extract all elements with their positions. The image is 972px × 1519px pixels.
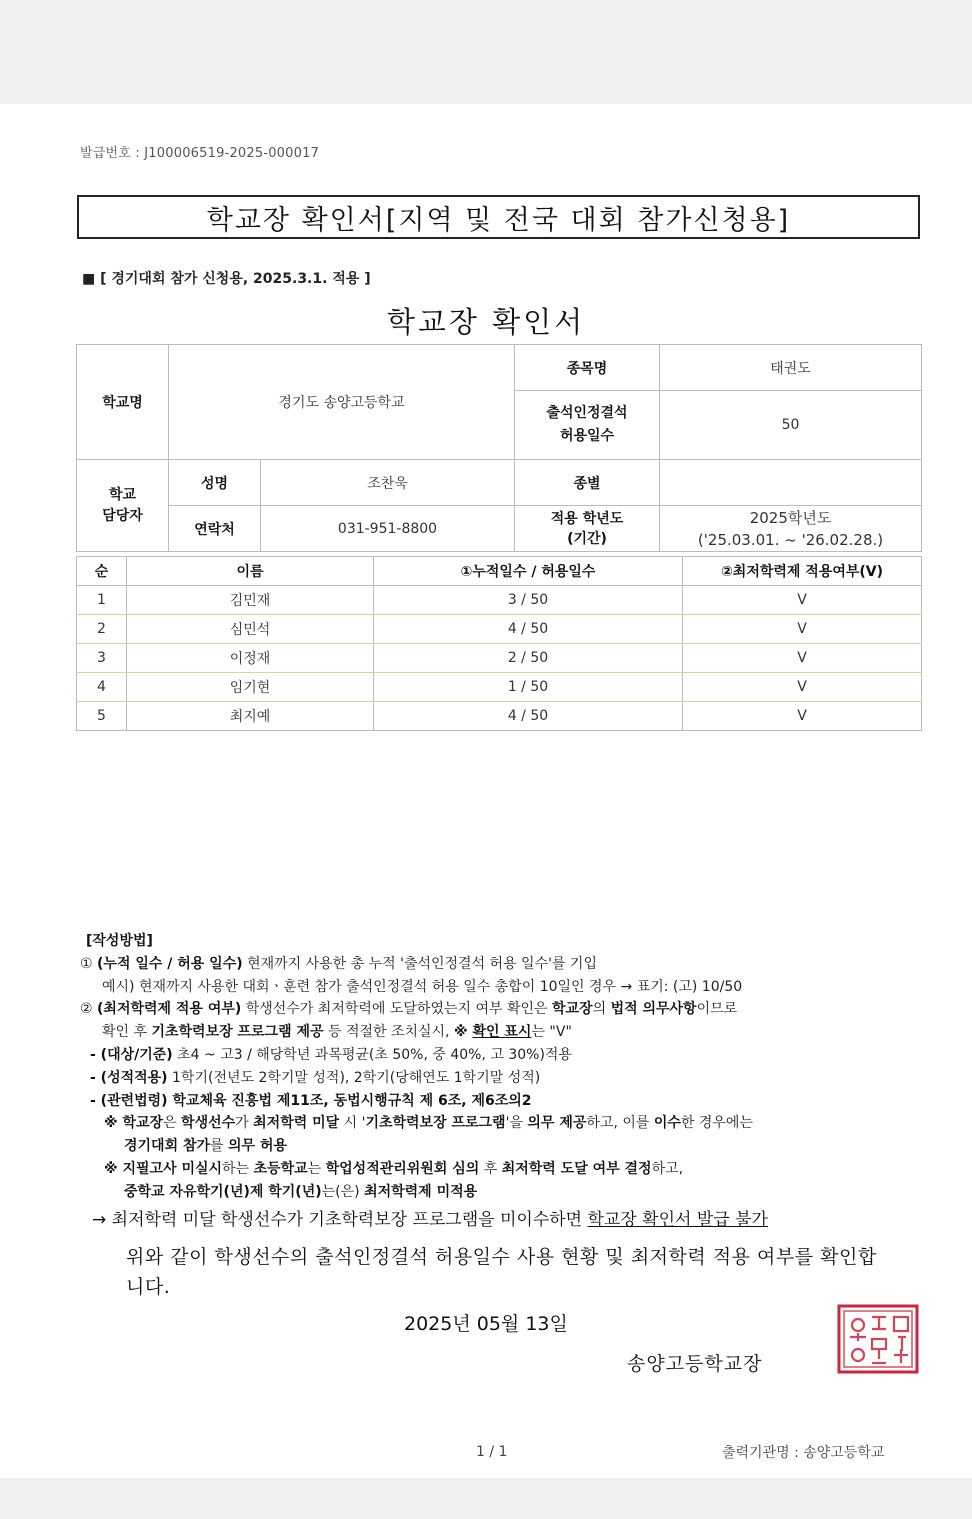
- official-seal-stamp: [836, 1303, 920, 1375]
- instructions-heading: [작성방법]: [86, 933, 153, 949]
- main-title: 학교장 확인서[지역 및 전국 대회 참가신청용]: [206, 204, 791, 236]
- warning-line: → 최저학력 미달 학생선수가 기초학력보장 프로그램을 미이수하면 학교장 확인서 발급 불가: [92, 1210, 768, 1230]
- manager-label: [77, 460, 169, 552]
- row-check: V: [683, 586, 922, 615]
- year-label-line1: 적용 학년도: [550, 510, 624, 527]
- year-label-line2: (기간): [567, 530, 607, 547]
- row-days: 3 / 50: [374, 586, 683, 615]
- row-name: 임기현: [127, 673, 374, 702]
- col-header-check: ②최저학력제 적용여부(V): [683, 557, 922, 586]
- year-value-line2: ('25.03.01. ~ '26.02.28.): [697, 530, 884, 549]
- row-check: V: [683, 673, 922, 702]
- note-1: ① (누적 일수 / 허용 일수) 현재까지 사용한 총 누적 '출석인정결석 허용 일수'를 기입: [80, 955, 597, 972]
- row-no: 3: [77, 644, 127, 673]
- row-days: 4 / 50: [374, 615, 683, 644]
- contact-label: 연락처: [169, 506, 261, 552]
- sport-value: 태권도: [660, 345, 922, 391]
- name-value: 조찬욱: [261, 460, 515, 506]
- row-days: 2 / 50: [374, 644, 683, 673]
- detail-grades: - (성적적용) 1학기(전년도 2학기말 성적), 2학기(당해연도 1학기말 성적): [90, 1069, 541, 1086]
- name-label: 성명: [169, 460, 261, 506]
- row-no: 5: [77, 702, 127, 731]
- table-row: [77, 702, 922, 731]
- sport-label: 종목명: [515, 345, 660, 391]
- document-page: [0, 104, 972, 1478]
- subtitle: ■ [ 경기대회 참가 신청용, 2025.3.1. 적용 ]: [82, 271, 371, 287]
- table-row: [77, 673, 922, 702]
- col-header-days: ①누적일수 / 허용일수: [374, 557, 683, 586]
- note-2-cont: 확인 후 기초학력보장 프로그램 제공 등 적절한 조치실시, ※ 확인 표시는 "V": [102, 1024, 572, 1041]
- school-label: 학교명: [77, 345, 169, 460]
- gender-label: 종별: [515, 460, 660, 506]
- special-note-2-cont: 중학교 자유학기(년)제 학기(년)는(은) 최저학력제 미적용: [124, 1183, 478, 1200]
- row-name: 최지예: [127, 702, 374, 731]
- row-check: V: [683, 644, 922, 673]
- row-name: 이정재: [127, 644, 374, 673]
- row-check: V: [683, 702, 922, 731]
- col-header-name: 이름: [127, 557, 374, 586]
- school-value: 경기도 송양고등학교: [169, 345, 515, 460]
- row-no: 1: [77, 586, 127, 615]
- confirmation-text: 위와 같이 학생선수의 출석인정결석 허용일수 사용 현황 및 최저학력 적용 여부를 확인합니다.: [126, 1246, 877, 1298]
- special-note-1-cont: 경기대회 참가를 의무 허용: [124, 1138, 287, 1155]
- row-no: 4: [77, 673, 127, 702]
- issue-date: 2025년 05월 13일: [404, 1313, 568, 1335]
- row-days: 4 / 50: [374, 702, 683, 731]
- note-1-example: 예시) 현재까지 사용한 대회ㆍ훈련 참가 출석인정결석 허용 일수 총합이 10일인 경우 → 표기: (고) 10/50: [102, 978, 743, 995]
- table-row: [77, 644, 922, 673]
- principal-name: 송양고등학교장: [627, 1353, 763, 1375]
- allow-days-label: [515, 391, 660, 460]
- allow-days-label-line2: 허용일수: [559, 428, 615, 444]
- issue-number: 발급번호 : J100006519-2025-000017: [80, 146, 320, 161]
- row-days: 1 / 50: [374, 673, 683, 702]
- year-value-line1: 2025학년도: [749, 508, 832, 527]
- manager-label-line1: 학교: [108, 486, 137, 503]
- manager-label-line2: 담당자: [102, 507, 143, 524]
- row-no: 2: [77, 615, 127, 644]
- year-label: [515, 506, 660, 552]
- page-number: 1 / 1: [476, 1444, 508, 1460]
- student-table: [76, 556, 922, 731]
- col-header-no: 순: [77, 557, 127, 586]
- row-name: 김민재: [127, 586, 374, 615]
- document-title: 학교장 확인서: [386, 305, 586, 339]
- detail-law: - (관련법령) 학교체육 진흥법 제11조, 동법시행규칙 제 6조, 제6조의2: [90, 1092, 532, 1109]
- special-note-1: ※ 학교장은 학생선수가 최저학력 미달 시 '기초학력보장 프로그램'을 의무 제공하고, 이를 이수한 경우에는: [104, 1115, 753, 1132]
- note-2: ② (최저학력제 적용 여부) 학생선수가 최저학력에 도달하였는지 여부 확인은 학교장의 법적 의무사항이므로: [80, 1001, 738, 1018]
- detail-target: - (대상/기준) 초4 ~ 고3 / 해당학년 과목평균(초 50%, 중 40%, 고 30%)적용: [90, 1046, 572, 1063]
- school-info-table: [76, 344, 922, 552]
- main-title-box: [77, 195, 920, 239]
- allow-days-value: 50: [660, 391, 922, 460]
- table-row: [77, 615, 922, 644]
- instructions: [80, 930, 753, 1204]
- year-value: [660, 506, 922, 552]
- row-name: 심민석: [127, 615, 374, 644]
- contact-value: 031-951-8800: [261, 506, 515, 552]
- table-row: [77, 586, 922, 615]
- gender-value: [660, 460, 922, 506]
- print-organization: 출력기관명 : 송양고등학교: [722, 1445, 885, 1461]
- special-note-2: ※ 지필고사 미실시하는 초등학교는 학업성적관리위원회 심의 후 최저학력 도달 여부 결정하고,: [104, 1160, 684, 1177]
- row-check: V: [683, 615, 922, 644]
- allow-days-label-line1: 출석인정결석: [546, 405, 628, 421]
